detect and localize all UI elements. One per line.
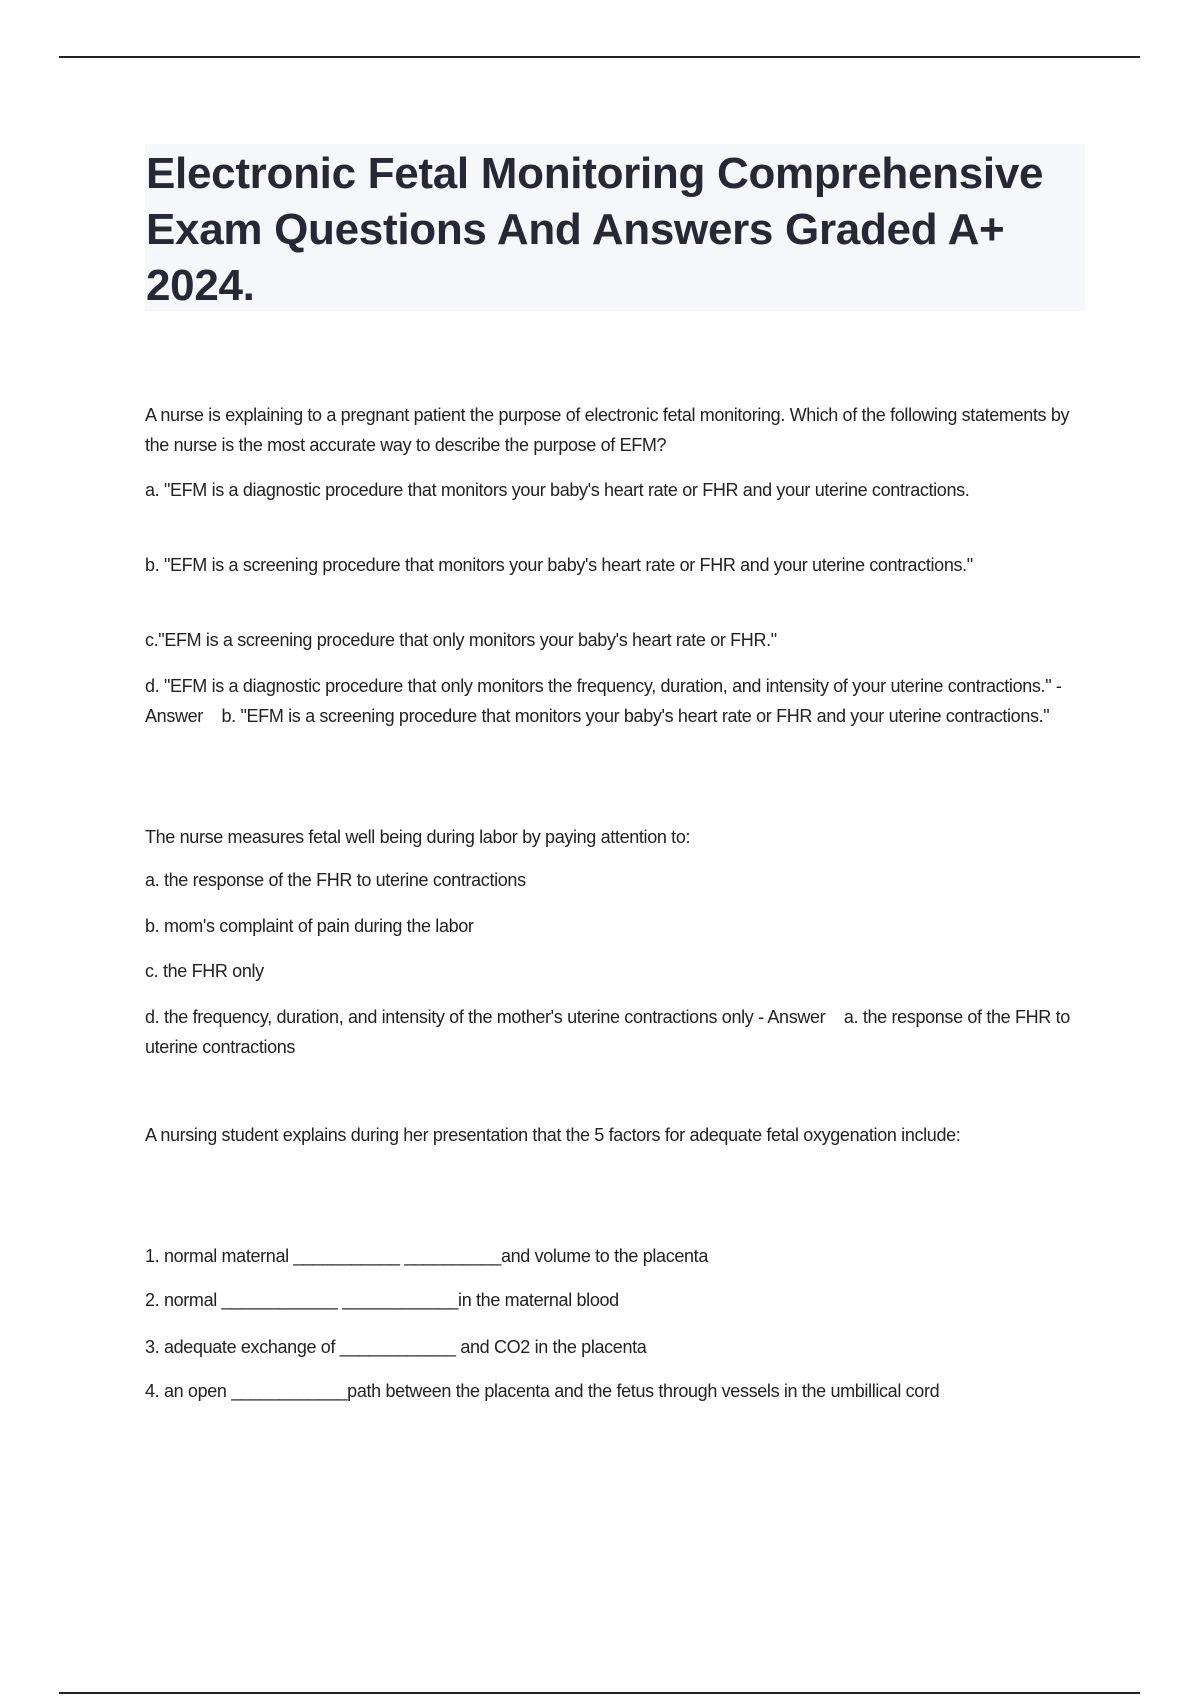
question-3-item-3: 3. adequate exchange of ____________ and CO2 in the placenta: [145, 1337, 647, 1357]
question-1-option-c: c."EFM is a screening procedure that only monitors your baby's heart rate or FHR.": [145, 630, 777, 650]
question-3-item-2: 2. normal ____________ ____________in the maternal blood: [145, 1290, 619, 1310]
document-title: Electronic Fetal Monitoring Comprehensive Exam Questions And Answers Graded A+ 2024.: [146, 149, 1044, 310]
question-2-option-c: c. the FHR only: [145, 961, 264, 981]
question-3-item-4: 4. an open ____________path between the placenta and the fetus through vessels in the umbillical cord: [145, 1381, 940, 1401]
question-1-option-a: a. "EFM is a diagnostic procedure that monitors your baby's heart rate or FHR and your uterine contractions.: [145, 480, 970, 500]
footer-rule: [59, 1692, 1140, 1694]
question-2-option-b: b. mom's complaint of pain during the labor: [145, 916, 474, 936]
question-3-stem: A nursing student explains during her presentation that the 5 factors for adequate fetal oxygenation include:: [145, 1125, 961, 1145]
question-1-option-b: b. "EFM is a screening procedure that monitors your baby's heart rate or FHR and your uterine contractions.": [145, 555, 973, 575]
question-2-option-d-answer: d. the frequency, duration, and intensity of the mother's uterine contractions only - Answer a. the response of the FHR to uterine contractions: [145, 1007, 1075, 1057]
question-2-stem: The nurse measures fetal well being during labor by paying attention to:: [145, 827, 691, 847]
question-1-stem: A nurse is explaining to a pregnant patient the purpose of electronic fetal monitoring. Which of the following statements by the nurse is the most accurate way to describe the purpose of EFM?: [145, 405, 1074, 455]
question-3-item-1: 1. normal maternal ___________ __________and volume to the placenta: [145, 1246, 708, 1266]
question-1-option-d-answer: d. "EFM is a diagnostic procedure that only monitors the frequency, duration, and intensity of your uterine contractions." - Answer b. "EFM is a screening procedure that monitors your baby's heart rate or FHR and your uterine contractions.": [145, 676, 1066, 726]
header-rule: [59, 56, 1140, 58]
question-2-option-a: a. the response of the FHR to uterine contractions: [145, 870, 526, 890]
